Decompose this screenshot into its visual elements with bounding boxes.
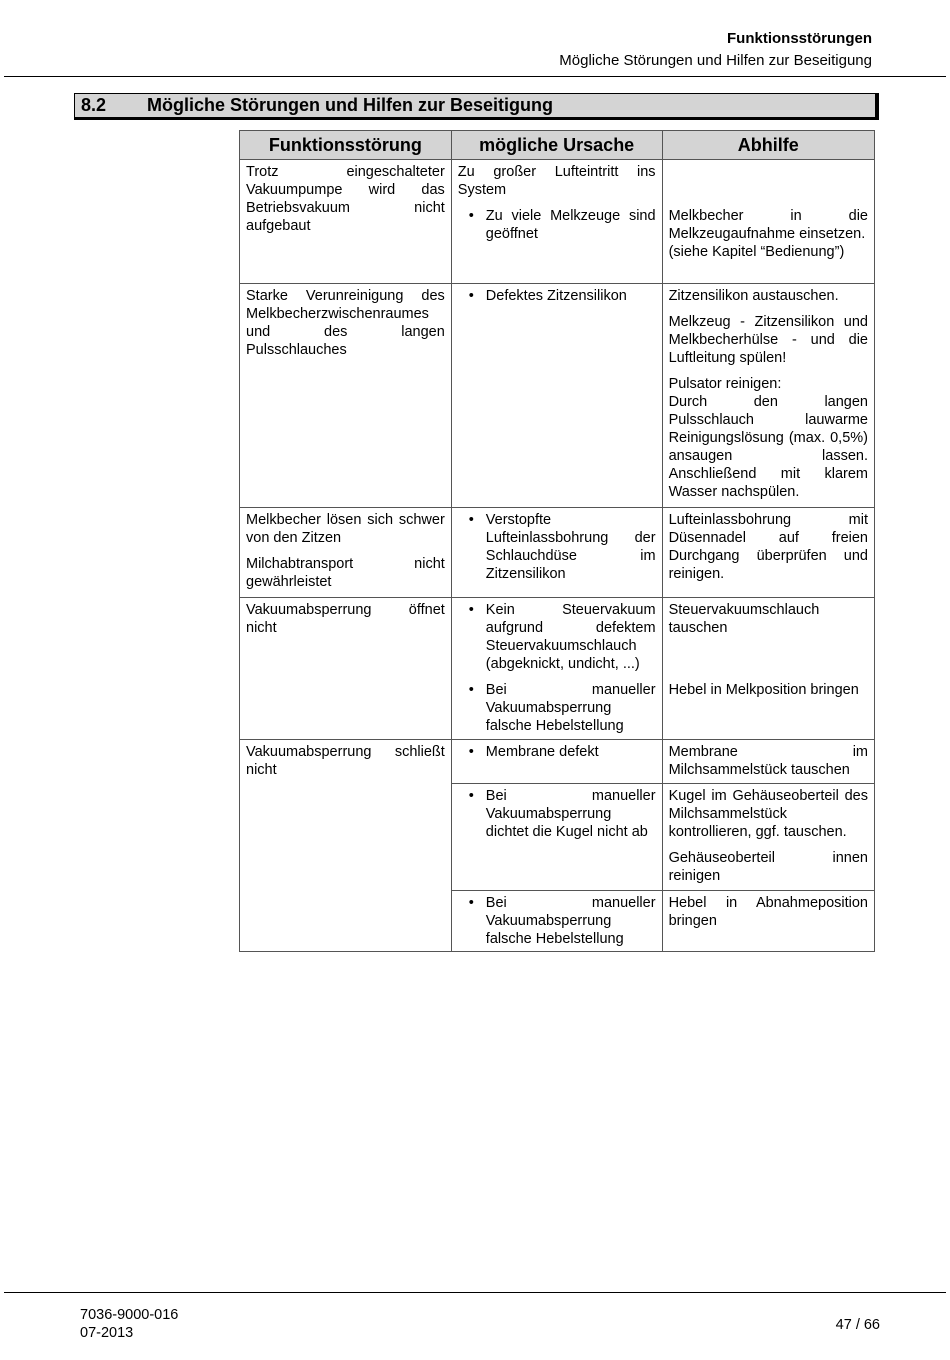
table-header-row [240, 131, 875, 160]
remedy-text: Steuervakuumschlauch tauschen [668, 602, 820, 636]
cause-cell [451, 784, 662, 891]
remedy-cell [662, 891, 874, 952]
remedy-cell [662, 784, 874, 891]
column-header-fault: Funktionsstörung [240, 131, 452, 160]
remedy-text: Zitzensilikon austauschen. [668, 288, 839, 304]
remedy-text: Hebel in Melkposition bringen [668, 682, 859, 698]
fault-text: Vakuumabsperrung öffnet nicht [246, 602, 445, 636]
table-row [240, 508, 875, 598]
cause-cell [451, 891, 662, 952]
table-row [240, 284, 875, 508]
cause-bullet: • Bei manueller Vakuumabsperrung falsche Hebelstellung [458, 681, 656, 735]
cause-bullet: • Kein Steuervakuum aufgrund defektem Steuervakuumschlauch (abgeknickt, undicht, ...) [458, 601, 656, 673]
cause-intro: Zu großer Lufteintritt ins System [457, 164, 656, 198]
page-header-subtitle: Mögliche Störungen und Hilfen zur Beseitigung [559, 52, 872, 69]
cause-cell [451, 160, 662, 284]
column-header-cause: mögliche Ursache [451, 131, 662, 160]
fault-text: Trotz eingeschalteter Vakuumpumpe wird das Betriebsvakuum nicht aufgebaut [246, 164, 445, 234]
cause-cell [451, 284, 662, 508]
footer-page-number: 47 / 66 [835, 1317, 880, 1333]
section-title: Mögliche Störungen und Hilfen zur Beseitigung [147, 95, 553, 115]
remedy-cell [662, 508, 874, 598]
table-row [240, 598, 875, 740]
cause-bullet: • Membrane defekt [458, 743, 656, 761]
remedy-text: Hebel in Abnahmeposition bringen [668, 895, 868, 929]
remedy-cell [662, 598, 874, 740]
remedy-heading: Pulsator reinigen: [668, 376, 782, 392]
remedy-cell [662, 160, 874, 284]
page-header-title: Funktionsstörungen [727, 30, 872, 47]
troubleshooting-table [239, 130, 875, 952]
table-row [240, 160, 875, 284]
cause-bullet: • Bei manueller Vakuumabsperrung falsche Hebelstellung [458, 894, 656, 948]
remedy-text: Kugel im Gehäuseoberteil des Milchsammelstück kontrollieren, ggf. tauschen. [668, 788, 868, 840]
cause-bullet: • Defektes Zitzensilikon [458, 287, 656, 305]
cause-bullet: • Verstopfte Lufteinlassbohrung der Schlauchdüse im Zitzensilikon [458, 511, 656, 583]
remedy-cell [662, 284, 874, 508]
footer-doc-info [80, 1306, 178, 1342]
cause-bullet: • Zu viele Melkzeuge sind geöffnet [458, 207, 656, 243]
fault-text: Milchabtransport nicht gewährleistet [246, 556, 445, 590]
remedy-cell [662, 740, 874, 784]
fault-cell [240, 284, 452, 508]
remedy-text: Melkzeug - Zitzensilikon und Melkbecherhülse - und die Luftleitung spülen! [668, 314, 868, 366]
section-number: 8.2 [81, 95, 107, 115]
cause-bullet: • Bei manueller Vakuumabsperrung dichtet die Kugel nicht ab [458, 787, 656, 841]
table-row [240, 740, 875, 784]
remedy-reference: (siehe Kapitel “Bedienung”) [668, 244, 845, 260]
cause-cell [451, 508, 662, 598]
column-header-remedy: Abhilfe [662, 131, 874, 160]
footer-divider [4, 1292, 946, 1293]
remedy-text: Lufteinlassbohrung mit Düsennadel auf freien Durchgang überprüfen und reinigen. [668, 512, 868, 582]
footer-date: 07-2013 [80, 1325, 134, 1341]
footer-doc-number: 7036-9000-016 [80, 1307, 179, 1323]
fault-cell [240, 508, 452, 598]
remedy-text: Melkbecher in die Melkzeugaufnahme einsetzen. [668, 208, 868, 242]
fault-cell [240, 160, 452, 284]
section-heading [74, 93, 879, 120]
remedy-text: Membrane im Milchsammelstück tauschen [668, 744, 868, 778]
fault-text: Starke Verunreinigung des Melkbecherzwischenraumes und des langen Pulsschlauches [246, 288, 445, 358]
fault-text: Melkbecher lösen sich schwer von den Zitzen [246, 512, 445, 546]
header-divider [4, 76, 946, 77]
cause-cell [451, 740, 662, 784]
fault-cell [240, 598, 452, 740]
fault-text: Vakuumabsperrung schließt nicht [246, 744, 445, 778]
fault-cell [240, 740, 452, 952]
remedy-text: Durch den langen Pulsschlauch lauwarme Reinigungslösung (max. 0,5%) ansaugen lassen. Anschließend mit klarem Wasser nachspülen. [668, 394, 868, 500]
cause-cell [451, 598, 662, 740]
remedy-text: Gehäuseoberteil innen reinigen [668, 850, 868, 884]
